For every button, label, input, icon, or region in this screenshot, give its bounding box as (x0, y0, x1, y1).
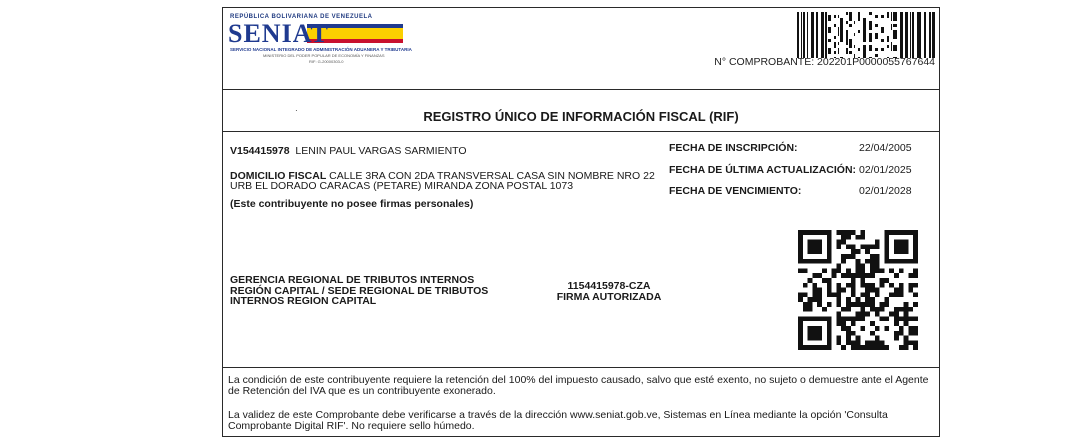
logo-ministry: MINISTERIO DEL PODER POPULAR DE ECONOMÍA Y FINANZAS (263, 53, 385, 58)
logo-subtitle: SERVICIO NACIONAL INTEGRADO DE ADMINISTRACIÓN ADUANERA Y TRIBUTARIA (230, 47, 412, 52)
taxpayer-rif: V154415978 (230, 145, 290, 157)
inscripcion-label: FECHA DE INSCRIPCIÓN: (669, 142, 798, 154)
rif-document (222, 7, 940, 437)
inscripcion-date: 22/04/2005 (859, 142, 912, 154)
taxpayer-name: LENIN PAUL VARGAS SARMIENTO (295, 145, 467, 157)
barcode-2d (797, 12, 935, 58)
logo-country-text: REPÚBLICA BOLIVARIANA DE VENEZUELA (230, 14, 373, 20)
domicilio-value: CALLE 3RA CON 2DA TRANSVERSAL CASA SIN NOMBRE NRO 22 URB EL DORADO CARACAS (PETARE) MIRANDA ZONA POSTAL 1073 (230, 170, 655, 192)
vencimiento-label: FECHA DE VENCIMIENTO: (669, 185, 802, 197)
logo-rif: RIF: G-20000303-0 (309, 59, 344, 64)
qr-code (798, 230, 918, 350)
domicilio-label: DOMICILIO FISCAL (230, 170, 327, 182)
seniat-logo: SENIAT (228, 19, 329, 48)
decorative-dot: · (295, 106, 298, 115)
actualizacion-label: FECHA DE ÚLTIMA ACTUALIZACIÓN: (669, 164, 857, 176)
divider-footer (223, 367, 939, 368)
retention-note: La condición de este contribuyente requiere la retención del 100% del impuesto causado, salvo que esté exento, no sujeto o demuestre ante el Agente de Retención del IVA que es un contribuyente exonerado. (228, 374, 929, 397)
firmas-note: (Este contribuyente no posee firmas personales) (230, 198, 474, 210)
domicilio-block (230, 171, 670, 191)
signature-label: FIRMA AUTORIZADA (556, 291, 662, 303)
regional-office: GERENCIA REGIONAL DE TRIBUTOS INTERNOS REGIÓN CAPITAL / SEDE REGIONAL DE TRIBUTOS INTERNOS REGION CAPITAL (230, 274, 489, 307)
divider-title (223, 131, 939, 132)
vencimiento-date: 02/01/2028 (859, 185, 912, 197)
divider-header (223, 89, 939, 90)
signature-code: 1154415978-CZA (567, 280, 651, 292)
comprobante-number: N° COMPROBANTE: 202201P0000055767644 (714, 56, 935, 68)
taxpayer-line (230, 145, 467, 157)
actualizacion-date: 02/01/2025 (859, 164, 912, 176)
document-title: REGISTRO ÚNICO DE INFORMACIÓN FISCAL (RIF) (423, 109, 739, 124)
validity-note: La validez de este Comprobante debe verificarse a través de la dirección www.seniat.gob.ve, Sistemas en Línea mediante la opción 'Consulta Comprobante Digital RIF'. No requiere sello húmedo. (228, 409, 888, 432)
